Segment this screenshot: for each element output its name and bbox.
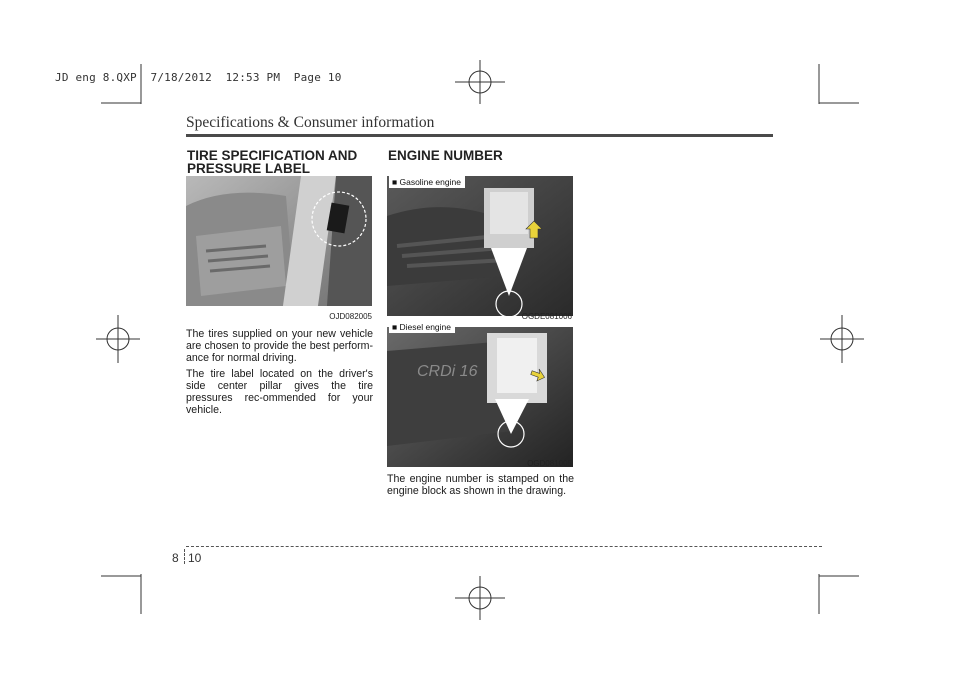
engine-section-heading: ENGINE NUMBER <box>388 148 503 163</box>
tire-label-photo <box>186 176 372 320</box>
footer-divider <box>184 549 185 564</box>
tire-paragraph-1: The tires supplied on your new vehicle are chosen to provide the best perform-ance for normal driving. <box>186 328 373 364</box>
footer-rule <box>186 546 822 547</box>
tire-image-code: OJD082005 <box>329 312 372 321</box>
engine-paragraph: The engine number is stamped on the engine block as shown in the drawing. <box>387 473 574 497</box>
gasoline-image-code: OGDE081006 <box>521 312 572 321</box>
chapter-number: 8 <box>172 551 179 565</box>
diesel-image-code: OGD081005 <box>527 459 572 468</box>
chapter-title: Specifications & Consumer information <box>186 114 435 131</box>
gasoline-engine-label: ■ Gasoline engine <box>389 176 465 188</box>
tire-paragraph-2: The tire label located on the driver's side center pillar gives the tire pressures rec-ommended for your vehicle. <box>186 368 373 416</box>
tire-heading-line2: PRESSURE LABEL <box>187 161 311 176</box>
tire-heading-line1: TIRE SPECIFICATION AND <box>187 148 358 163</box>
page-number: 10 <box>188 551 202 565</box>
engine-photos <box>387 176 573 467</box>
diesel-engine-label: ■ Diesel engine <box>389 321 455 333</box>
header-rule <box>186 134 773 137</box>
tire-body <box>186 328 373 416</box>
print-slug: JD eng 8.QXP 7/18/2012 12:53 PM Page 10 <box>55 71 342 84</box>
tire-section-heading <box>187 149 387 175</box>
svg-text:CRDi 16: CRDi 16 <box>417 363 478 380</box>
